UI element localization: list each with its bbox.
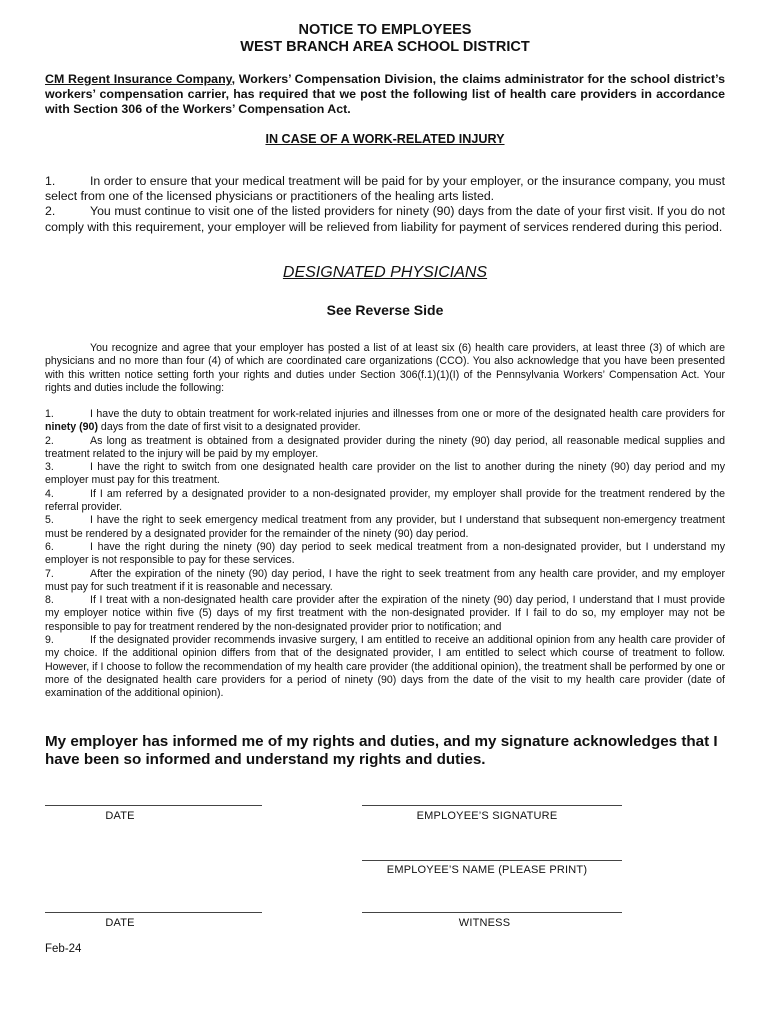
instructions-list [45,174,725,235]
employee-name-label: EMPLOYEE’S NAME (PLEASE PRINT) [386,864,588,876]
rights-number: 7. [45,567,54,580]
designated-physicians-heading: DESIGNATED PHYSICIANS [282,264,488,281]
rights-text: I have the right to seek emergency medical treatment from any provider, but I understand that subsequent non-emergency treatment must be rendered by a designated provider for the remainder of the ninety (90) day period. [45,514,725,540]
rights-item [45,461,725,488]
rights-item [45,408,725,435]
recognize-paragraph [45,342,725,396]
see-reverse-side: See Reverse Side [326,302,444,318]
instruction-item [45,174,725,204]
witness-label: WITNESS [458,917,511,929]
rights-number: 6. [45,540,54,553]
witness-date-line[interactable] [45,912,262,913]
insurance-company-name: CM Regent Insurance Company [45,72,232,86]
rights-text: If I am referred by a designated provider to a non-designated provider, my employer shall provide for the treatment rendered by the referral provider. [45,487,725,514]
rights-number: 4. [45,487,54,500]
rights-text: I have the right to switch from one designated health care provider on the list to another during the ninety (90) day period and my employer must pay for this treatment. [45,461,725,487]
rights-text: If the designated provider recommends invasive surgery, I am entitled to receive an additional opinion from any health care provider of my choice. If the additional opinion differs from that of the designated provider, I am entitled to select which course of treatment to follow. However, if I choose to follow the recommendation of my health care provider (the additional opinion), the treatment shall be performed by one or more of the designated health care providers for a period of ninety (90) days from the date of the visit to my health care provider (date of examination of the additional opinion). [45,634,725,700]
rights-item [45,435,725,462]
instruction-item [45,204,725,234]
rights-number: 1. [45,408,54,420]
rights-number: 3. [45,461,54,474]
rights-list [45,408,725,701]
date-label: DATE [105,810,135,822]
rights-text: If I treat with a non-designated health care provider after the expiration of the ninety (90) day period, I understand that I must provide my employer notice within five (5) days of my first treatment with the non-designated provider. If I fail to do so, my employer may not be responsible to pay for treatment rendered by the non-designated provider prior to notification; and [45,594,725,633]
instruction-number: 1. [45,174,56,188]
case-heading: IN CASE OF A WORK-RELATED INJURY [265,132,505,146]
rights-item [45,594,725,634]
employee-name-line[interactable] [362,860,622,861]
rights-item [45,634,725,700]
rights-item [45,488,725,515]
rights-item [45,541,725,568]
recognize-text: You recognize and agree that your employer has posted a list of at least six (6) health care providers, at least three (3) of which are physicians and no more than four (4) of which are coordinated care organizations (CCO). You also acknowledge that you have been presented with this written notice setting forth your rights and duties under Section 306(f.1)(1)(I) of the Pennsylvania Workers’ Compensation Act. Your rights and duties include the following: [45,342,725,395]
rights-item [45,514,725,541]
rights-text: I have the right during the ninety (90) day period to seek medical treatment from a non-designated provider, but I understand my employer is not responsible to pay for these services. [45,540,725,567]
witness-date-label: DATE [105,917,135,929]
employee-signature-label: EMPLOYEE’S SIGNATURE [416,810,558,822]
notice-title: NOTICE TO EMPLOYEES [298,22,472,38]
rights-number: 5. [45,514,54,527]
rights-text: After the expiration of the ninety (90) day period, I have the right to seek treatment from any health care provider, and my employer must pay for such treatment if it is reasonable and necessary. [45,567,725,593]
instruction-number: 2. [45,204,56,219]
rights-text: I have the duty to obtain treatment for work-related injuries and illnesses from one or more of the designated health care providers for [90,408,725,420]
rights-number: 9. [45,634,54,647]
intro-text: , Workers’ Compensation Division, the claims administrator for the school district’s workers’ compensation carrier, has required that we post the following list of health care providers in accordance with Section 306 of the Workers’ Compensation Act. [45,72,725,116]
rights-item [45,568,725,595]
district-title: WEST BRANCH AREA SCHOOL DISTRICT [240,39,530,55]
date-signature-line[interactable] [45,805,262,806]
witness-signature-line[interactable] [362,912,622,913]
rights-bold: ninety (90) [45,421,98,434]
rights-number: 2. [45,434,54,447]
instruction-text: In order to ensure that your medical treatment will be paid for by your employer, or the insurance company, you must select from one of the licensed physicians or practitioners of the healing arts listed. [45,174,725,204]
employee-signature-line[interactable] [362,805,622,806]
instruction-text: You must continue to visit one of the listed providers for ninety (90) days from the date of your first visit. If you do not comply with this requirement, your employer will be relieved from liability for payment of services rendered during this period. [45,204,725,234]
intro-paragraph [45,72,725,117]
rights-text-end: days from the date of first visit to a designated provider. [97,421,361,434]
revision-date: Feb-24 [45,943,82,955]
rights-number: 8. [45,594,54,607]
acknowledgement-statement: My employer has informed me of my rights and duties, and my signature acknowledges that I have been so informed and understand my rights and duties. [45,733,718,768]
rights-text: As long as treatment is obtained from a designated provider during the ninety (90) day period, all reasonable medical supplies and treatment related to the injury will be paid by my employer. [45,434,725,460]
